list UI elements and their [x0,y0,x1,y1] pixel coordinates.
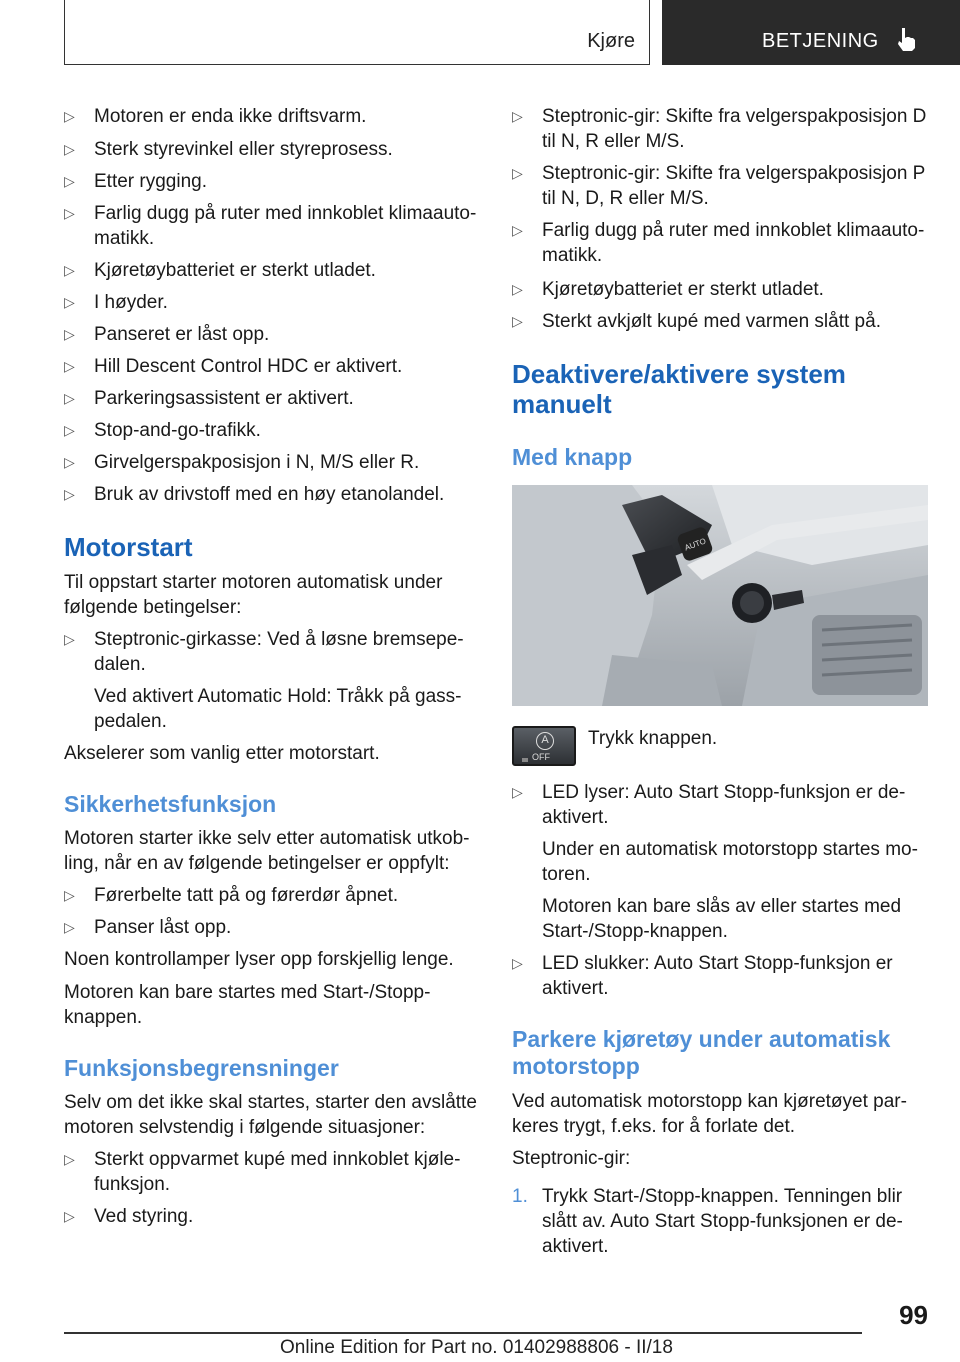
paragraph-line: følgende betingelser: [64,597,242,618]
paragraph-line: Steptronic-gir: [512,1148,631,1169]
heading-deaktivere-line1: Deaktivere/aktivere system [512,359,846,389]
paragraph-line: Akselerer som vanlig etter motorstart. [64,743,380,764]
paragraph-line: Trykk knappen. [588,728,718,749]
triangle-bullet-icon: ▷ [64,486,75,502]
triangle-bullet-icon: ▷ [64,108,75,124]
heading-parkere-line2: motorstopp [512,1053,640,1079]
led-indicator [522,758,528,762]
step-number: 1. [512,1186,528,1207]
header-chapter-box [662,0,960,65]
footer-edition-text: Online Edition for Part no. 01402988806 - II/18 [280,1337,673,1358]
header-section-title: Kjøre [587,30,635,52]
footer-divider [64,1332,862,1334]
paragraph-line: Selv om det ikke skal startes, starter den avslåtte [64,1092,477,1113]
paragraph-line: knappen. [64,1007,143,1028]
triangle-bullet-icon: ▷ [64,326,75,342]
triangle-bullet-icon: ▷ [64,358,75,374]
paragraph-line: Motoren kan bare startes med Start-/Stopp- [64,982,431,1003]
triangle-bullet-icon: ▷ [64,294,75,310]
triangle-bullet-icon: ▷ [512,955,523,971]
auto-a-icon: A [536,732,554,750]
triangle-bullet-icon: ▷ [64,205,75,221]
heading-motorstart: Motorstart [64,532,193,562]
header-section-box [64,0,650,65]
triangle-bullet-icon: ▷ [64,887,75,903]
heading-deaktivere-line2: manuelt [512,389,612,419]
triangle-bullet-icon: ▷ [512,222,523,238]
paragraph-line: Til oppstart starter motoren automatisk under [64,572,443,593]
triangle-bullet-icon: ▷ [64,919,75,935]
stalk-button-photo [512,485,928,706]
triangle-bullet-icon: ▷ [64,141,75,157]
triangle-bullet-icon: ▷ [64,454,75,470]
heading-funksjonsbegrensninger: Funksjonsbegrensninger [64,1055,339,1081]
paragraph-line: Noen kontrollamper lyser opp forskjellig lenge. [64,949,454,970]
triangle-bullet-icon: ▷ [512,281,523,297]
triangle-bullet-icon: ▷ [64,422,75,438]
triangle-bullet-icon: ▷ [512,108,523,124]
triangle-bullet-icon: ▷ [512,784,523,800]
triangle-bullet-icon: ▷ [64,1208,75,1224]
triangle-bullet-icon: ▷ [64,262,75,278]
heading-parkere-line1: Parkere kjøretøy under automatisk [512,1026,891,1052]
auto-start-stop-off-button-icon [512,726,576,766]
paragraph-line: ling, når en av følgende betingelser er oppfylt: [64,853,450,874]
heading-sikkerhetsfunksjon: Sikkerhetsfunksjon [64,791,277,817]
triangle-bullet-icon: ▷ [64,1151,75,1167]
off-label: OFF [532,752,550,762]
paragraph-line: motoren selvstendig i følgende situasjoner: [64,1117,426,1138]
steering-column-illustration [512,485,928,706]
paragraph-line: Motoren starter ikke selv etter automatisk utkob- [64,828,470,849]
triangle-bullet-icon: ▷ [64,631,75,647]
triangle-bullet-icon: ▷ [512,313,523,329]
triangle-bullet-icon: ▷ [64,390,75,406]
paragraph-line: keres trygt, f.eks. for å forlate det. [512,1116,796,1137]
pointing-hand-icon [894,26,920,52]
paragraph-line: Ved automatisk motorstopp kan kjøretøyet par- [512,1091,907,1112]
triangle-bullet-icon: ▷ [64,173,75,189]
heading-med-knapp: Med knapp [512,444,633,470]
triangle-bullet-icon: ▷ [512,165,523,181]
auto-label: AUTO [683,536,708,553]
header-chapter-title: BETJENING [762,30,879,52]
page-number: 99 [899,1300,928,1330]
